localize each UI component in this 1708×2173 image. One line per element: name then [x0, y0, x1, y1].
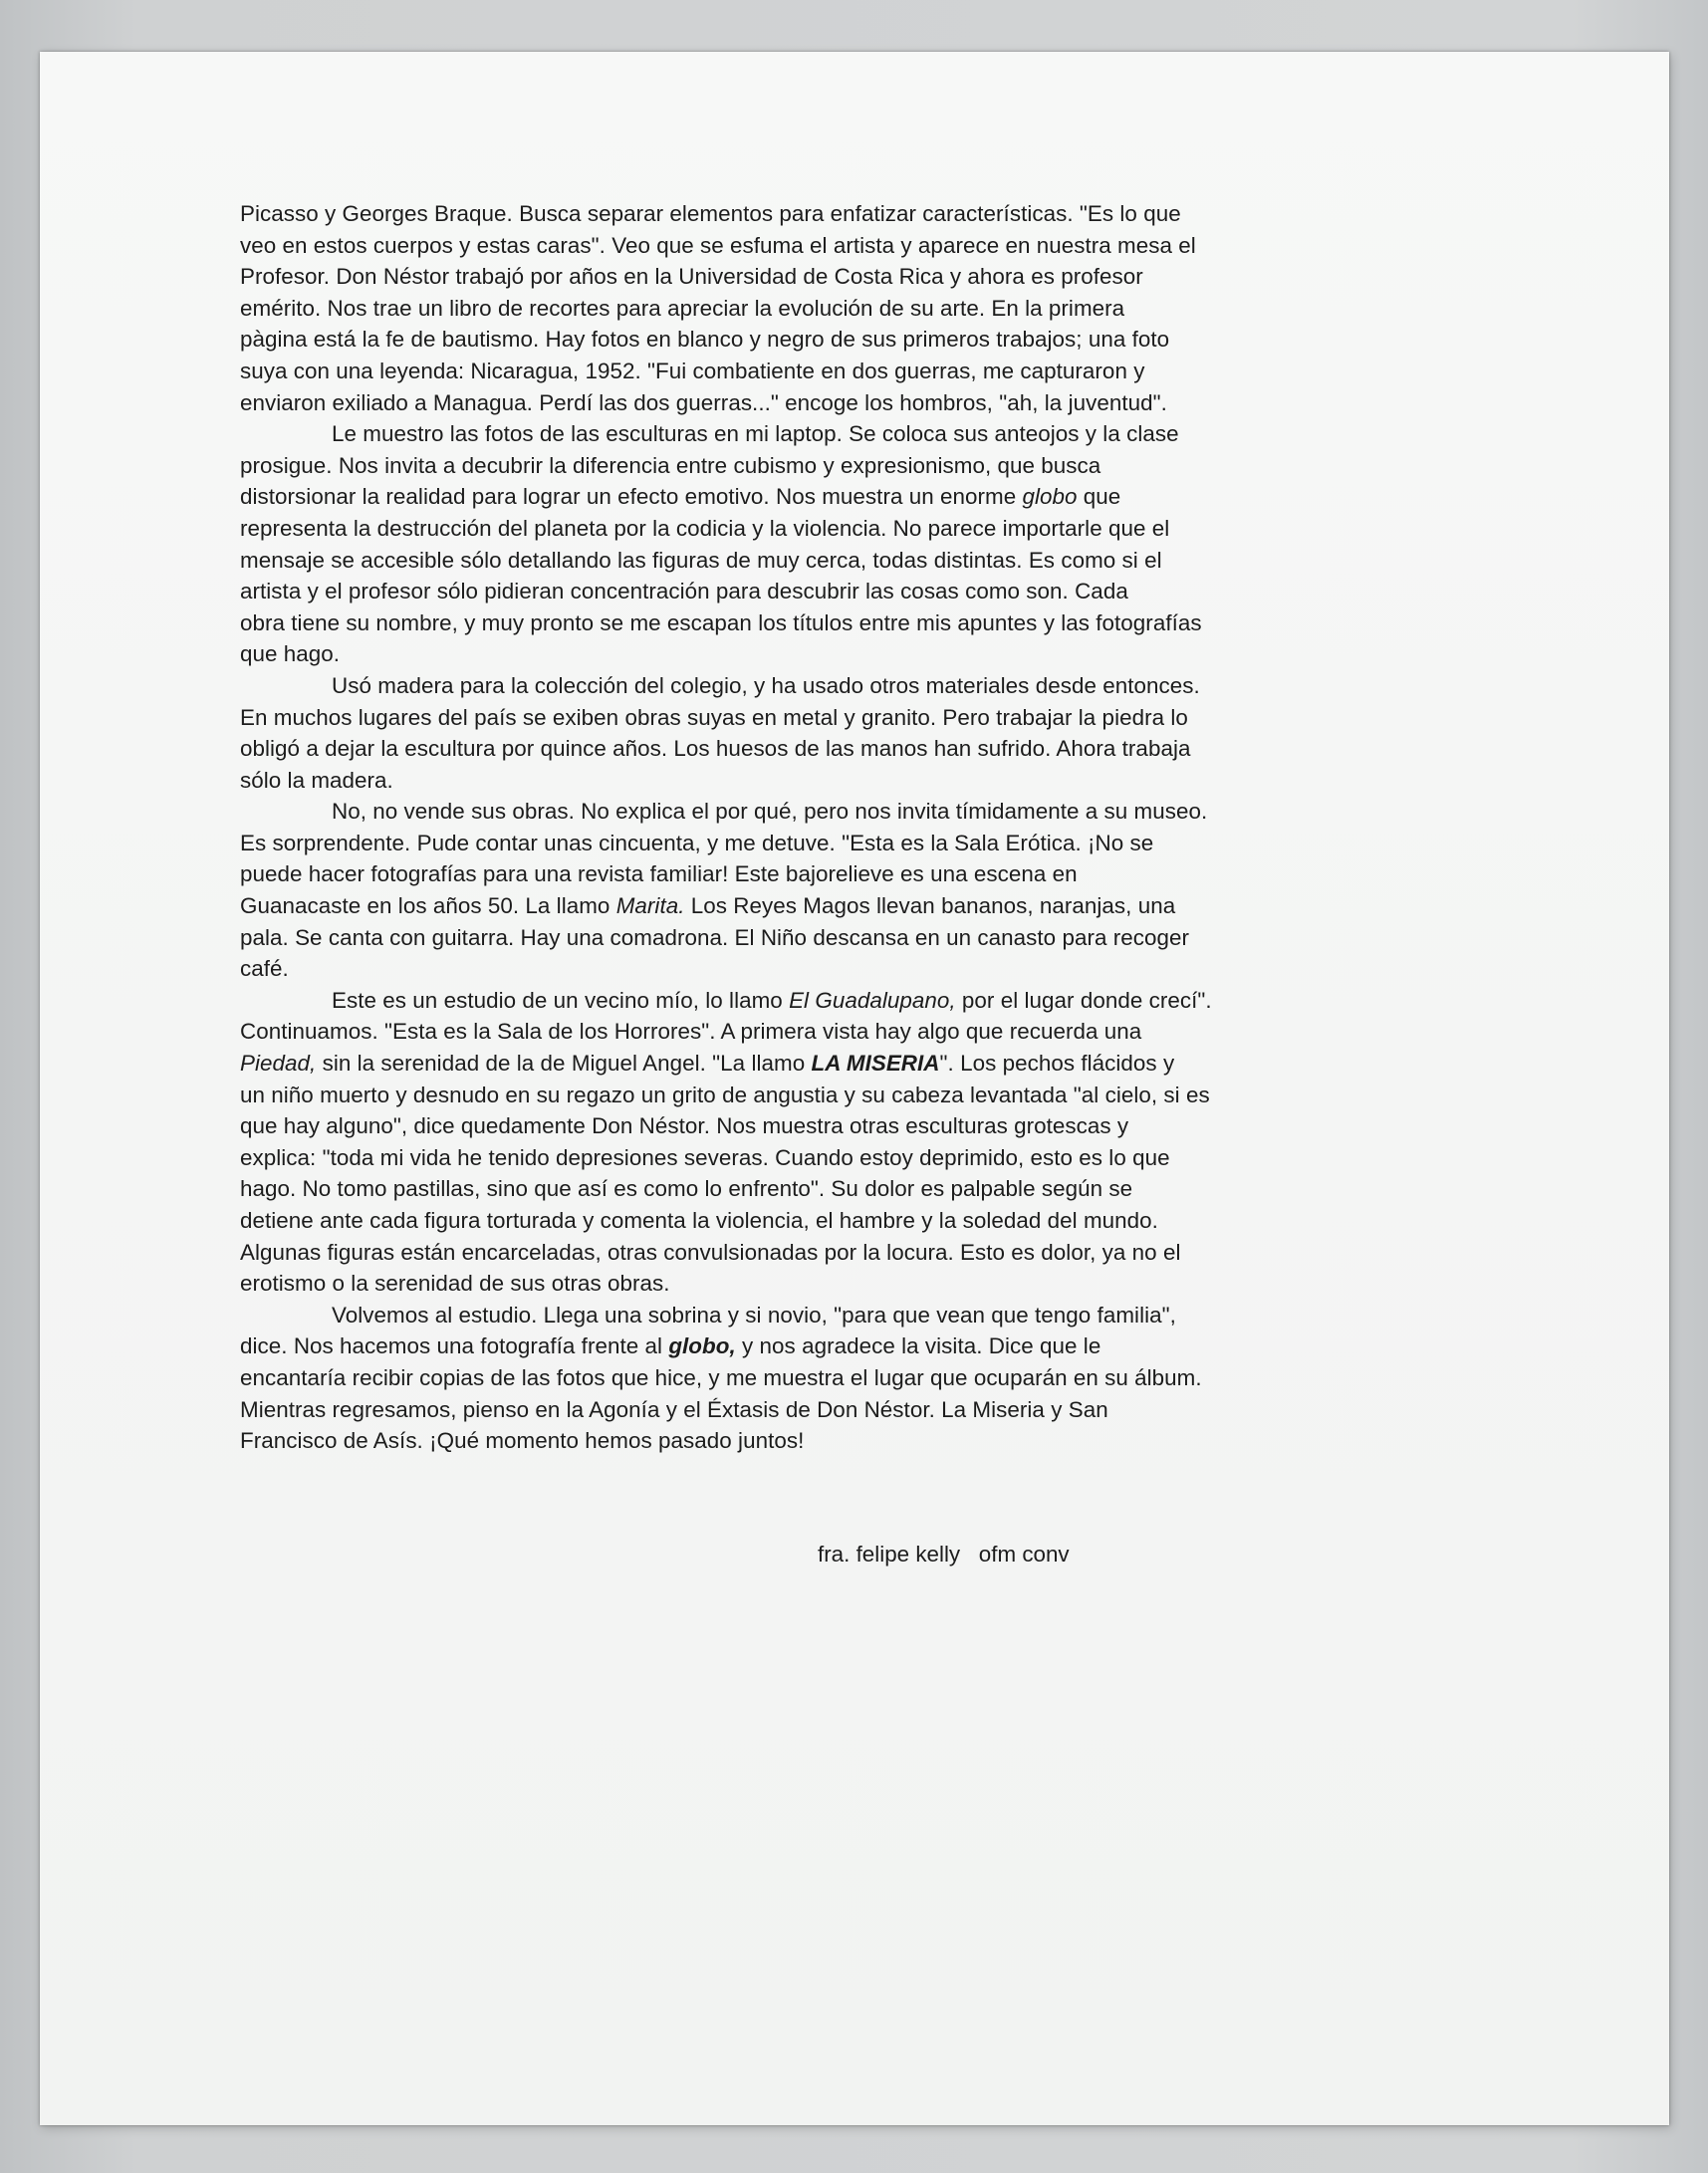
text-line	[240, 356, 1435, 387]
text-run: veo en estos cuerpos y estas caras". Veo que se esfuma el artista y aparece en nuestra mesa el	[240, 232, 1196, 258]
text-run: Guanacaste en los años 50. La llamo	[240, 893, 616, 919]
text-run: En muchos lugares del país se exiben obras suyas en metal y granito. Pero trabajar la piedra lo	[240, 704, 1188, 730]
text-run: emérito. Nos trae un libro de recortes para apreciar la evolución de su arte. En la primera	[240, 295, 1125, 321]
text-line	[240, 828, 1435, 859]
text-line	[240, 765, 1435, 797]
text-line	[240, 481, 1435, 513]
text-line	[240, 576, 1435, 607]
text-run: Algunas figuras están encarceladas, otras convulsionadas por la locura. Esto es dolor, ya no el	[240, 1239, 1181, 1265]
text-line	[240, 545, 1435, 577]
text-line	[240, 702, 1435, 734]
text-line	[240, 858, 1435, 890]
text-line	[240, 670, 1435, 702]
text-run: que	[1077, 484, 1121, 510]
text-run: distorsionar la realidad para lograr un efecto emotivo. Nos muestra un enorme	[240, 484, 1023, 510]
text-run: ". Los pechos flácidos y	[939, 1051, 1175, 1077]
italic-text: globo	[1022, 484, 1078, 510]
text-run: sólo la madera.	[240, 767, 393, 793]
bold-italic-text: globo,	[668, 1333, 736, 1359]
text-run: suya con una leyenda: Nicaragua, 1952. "Fui combatiente en dos guerras, me capturaron y	[240, 358, 1145, 383]
text-line	[240, 1300, 1435, 1331]
text-line	[240, 1425, 1435, 1457]
paragraph	[240, 985, 1435, 1300]
italic-text: Piedad,	[240, 1051, 317, 1077]
text-line	[240, 1330, 1435, 1362]
text-line	[240, 1048, 1435, 1080]
text-line	[240, 293, 1435, 325]
text-line	[240, 638, 1435, 670]
text-run: artista y el profesor sólo pidieran concentración para descubrir las cosas como son. Cada	[240, 579, 1128, 604]
text-line	[240, 796, 1435, 828]
text-line	[240, 450, 1435, 482]
text-line	[240, 387, 1435, 419]
text-run: Es sorprendente. Pude contar unas cincuenta, y me detuve. "Esta es la Sala Erótica. ¡No se	[240, 830, 1154, 855]
text-line	[240, 1173, 1435, 1205]
text-run: enviaron exiliado a Managua. Perdí las dos guerras..." encoge los hombros, "ah, la juventud".	[240, 389, 1167, 415]
text-run: Continuamos. "Esta es la Sala de los Horrores". A primera vista hay algo que recuerda una	[240, 1019, 1142, 1045]
text-run: Los Reyes Magos llevan bananos, naranjas, una	[684, 893, 1176, 919]
text-line	[240, 922, 1435, 954]
text-line	[240, 607, 1435, 639]
text-run: Francisco de Asís. ¡Qué momento hemos pasado juntos!	[240, 1428, 805, 1454]
paragraph	[240, 1300, 1435, 1457]
text-run: No, no vende sus obras. No explica el por qué, pero nos invita tímidamente a su museo.	[332, 799, 1208, 825]
text-run: café.	[240, 956, 289, 982]
text-line	[240, 230, 1435, 262]
text-run: un niño muerto y desnudo en su regazo un grito de angustia y su cabeza levantada "al cielo, si es	[240, 1082, 1210, 1107]
bold-italic-text: LA MISERIA	[811, 1051, 940, 1077]
text-run: Este es un estudio de un vecino mío, lo llamo	[332, 987, 790, 1013]
paragraph	[240, 670, 1435, 796]
text-line	[240, 1016, 1435, 1048]
text-line	[240, 1205, 1435, 1237]
text-line	[240, 953, 1435, 985]
text-run: obligó a dejar la escultura por quince años. Los huesos de las manos han sufrido. Ahora trabaja	[240, 736, 1191, 762]
text-line	[240, 1362, 1435, 1394]
text-run: que hago.	[240, 641, 341, 667]
text-run: Picasso y Georges Braque. Busca separar elementos para enfatizar características. "Es lo que	[240, 201, 1181, 226]
text-run: erotismo o la serenidad de sus otras obras.	[240, 1271, 670, 1297]
text-run: Mientras regresamos, pienso en la Agonía y el Éxtasis de Don Néstor. La Miseria y San	[240, 1396, 1108, 1422]
text-line	[240, 985, 1435, 1017]
italic-text: El Guadalupano,	[789, 987, 956, 1013]
text-run: explica: "toda mi vida he tenido depresiones severas. Cuando estoy deprimido, esto es lo que	[240, 1144, 1170, 1170]
paragraph	[240, 796, 1435, 985]
body-text	[240, 198, 1435, 1457]
italic-text: Marita.	[615, 893, 685, 919]
text-run: Profesor. Don Néstor trabajó por años en la Universidad de Costa Rica y ahora es profesor	[240, 264, 1143, 290]
text-line	[240, 1142, 1435, 1174]
text-run: hago. No tomo pastillas, sino que así es como lo enfrento". Su dolor es palpable según se	[240, 1176, 1133, 1202]
text-run: pala. Se canta con guitarra. Hay una comadrona. El Niño descansa en un canasto para recoger	[240, 924, 1190, 950]
paragraph	[240, 418, 1435, 670]
text-run: encantaría recibir copias de las fotos que hice, y me muestra el lugar que ocuparán en su álbum.	[240, 1364, 1202, 1390]
text-run: representa la destrucción del planeta por la codicia y la violencia. No parece importarle que el	[240, 515, 1170, 541]
text-line	[240, 1394, 1435, 1426]
text-run: y nos agradece la visita. Dice que le	[735, 1333, 1101, 1359]
paragraph	[240, 198, 1435, 418]
text-line	[240, 1268, 1435, 1300]
text-run: sin la serenidad de la de Miguel Angel. "La llamo	[316, 1051, 812, 1077]
text-run: pàgina está la fe de bautismo. Hay fotos en blanco y negro de sus primeros trabajos; una foto	[240, 327, 1170, 353]
text-run: detiene ante cada figura torturada y comenta la violencia, el hambre y la soledad del mundo.	[240, 1208, 1158, 1233]
text-run: mensaje se accesible sólo detallando las figuras de muy cerca, todas distintas. Es como si el	[240, 547, 1162, 573]
text-line	[240, 261, 1435, 293]
text-line	[240, 1110, 1435, 1142]
text-line	[240, 324, 1435, 356]
text-line	[240, 513, 1435, 545]
signature: fra. felipe kelly ofm conv	[818, 1542, 1070, 1567]
text-run: Le muestro las fotos de las esculturas en mi laptop. Se coloca sus anteojos y la clase	[332, 421, 1179, 447]
text-run: Volvemos al estudio. Llega una sobrina y si novio, "para que vean que tengo familia",	[332, 1302, 1176, 1328]
text-run: Usó madera para la colección del colegio, y ha usado otros materiales desde entonces.	[332, 672, 1200, 698]
text-run: dice. Nos hacemos una fotografía frente al	[240, 1333, 669, 1359]
text-line	[240, 418, 1435, 450]
text-run: prosigue. Nos invita a decubrir la diferencia entre cubismo y expresionismo, que busca	[240, 452, 1101, 478]
text-run: obra tiene su nombre, y muy pronto se me escapan los títulos entre mis apuntes y las fotografías	[240, 609, 1202, 635]
text-line	[240, 890, 1435, 922]
text-line	[240, 198, 1435, 230]
text-line	[240, 733, 1435, 765]
text-line	[240, 1237, 1435, 1269]
text-run: que hay alguno", dice quedamente Don Néstor. Nos muestra otras esculturas grotescas y	[240, 1113, 1129, 1139]
text-run: puede hacer fotografías para una revista familiar! Este bajorelieve es una escena en	[240, 861, 1078, 887]
text-run: por el lugar donde crecí".	[955, 987, 1212, 1013]
text-line	[240, 1080, 1435, 1111]
